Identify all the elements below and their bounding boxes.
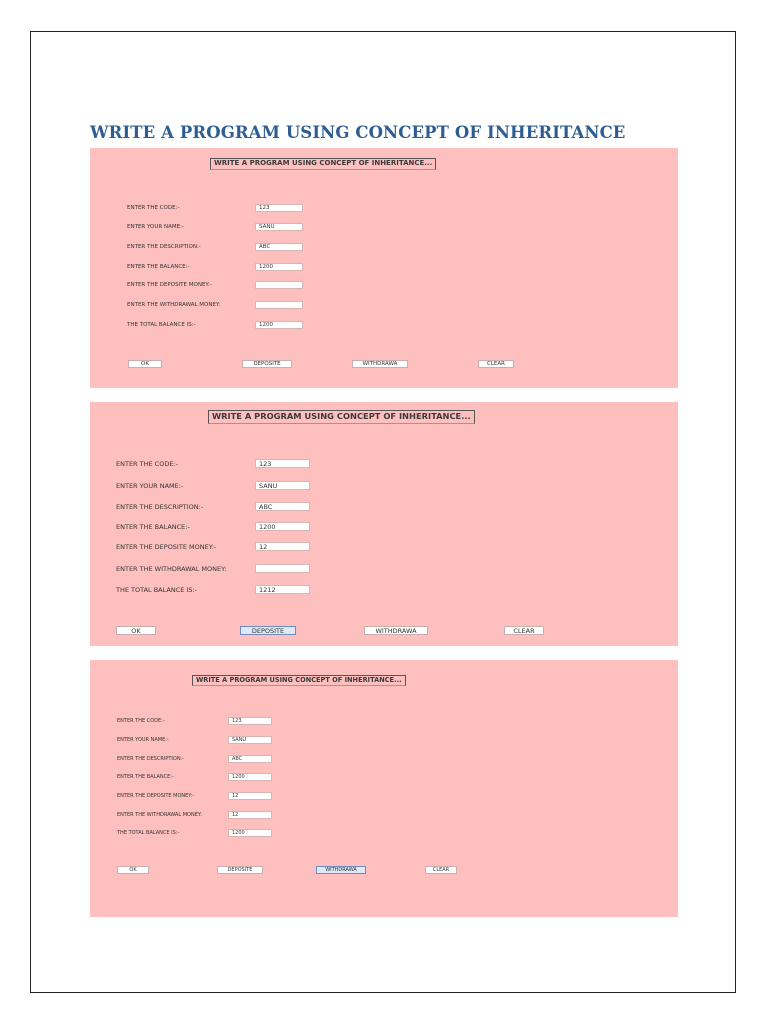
ok-button[interactable]: OK bbox=[116, 626, 156, 635]
balance-input[interactable]: 1200 bbox=[228, 773, 272, 781]
deposit-input[interactable]: 12 bbox=[255, 542, 310, 551]
balance-label: ENTER THE BALANCE:- bbox=[116, 523, 190, 531]
ok-button[interactable]: OK bbox=[117, 866, 149, 874]
withdraw-button[interactable]: WITHDRAWA bbox=[364, 626, 428, 635]
code-label: ENTER THE CODE:- bbox=[127, 205, 180, 211]
code-input[interactable]: 123 bbox=[255, 459, 310, 468]
code-label: ENTER THE CODE:- bbox=[117, 718, 165, 724]
form-window-3 bbox=[90, 660, 678, 917]
name-label: ENTER YOUR NAME:- bbox=[116, 482, 184, 490]
name-label: ENTER YOUR NAME:- bbox=[117, 737, 169, 743]
code-input[interactable]: 123 bbox=[255, 204, 303, 212]
deposit-label: ENTER THE DEPOSITE MONEY:- bbox=[116, 543, 217, 551]
clear-button[interactable]: CLEAR bbox=[478, 360, 514, 368]
deposit-label: ENTER THE DEPOSITE MONEY:- bbox=[117, 793, 195, 799]
total-output: 1200 bbox=[228, 829, 272, 837]
form-title: WRITE A PROGRAM USING CONCEPT OF INHERITANCE... bbox=[208, 410, 475, 424]
name-input[interactable]: SANU bbox=[255, 481, 310, 490]
deposit-input[interactable]: 12 bbox=[228, 792, 272, 800]
description-input[interactable]: ABC bbox=[255, 502, 310, 511]
deposit-button[interactable]: DEPOSITE bbox=[242, 360, 292, 368]
code-input[interactable]: 123 bbox=[228, 717, 272, 725]
description-input[interactable]: ABC bbox=[255, 243, 303, 251]
description-label: ENTER THE DESCRIPTION:- bbox=[127, 244, 201, 250]
withdrawal-input[interactable]: 12 bbox=[228, 811, 272, 819]
description-label: ENTER THE DESCRIPTION:- bbox=[116, 503, 204, 511]
document-heading: WRITE A PROGRAM USING CONCEPT OF INHERITANCE bbox=[90, 123, 626, 142]
form-title: WRITE A PROGRAM USING CONCEPT OF INHERITANCE... bbox=[192, 675, 406, 686]
total-output: 1200 bbox=[255, 321, 303, 329]
withdraw-button[interactable]: WITHDRAWA bbox=[352, 360, 408, 368]
total-output: 1212 bbox=[255, 585, 310, 594]
total-label: THE TOTAL BALANCE IS:- bbox=[117, 830, 180, 836]
code-label: ENTER THE CODE:- bbox=[116, 460, 178, 468]
withdrawal-label: ENTER THE WITHDRAWAL MONEY: bbox=[117, 812, 202, 818]
deposit-input[interactable] bbox=[255, 281, 303, 289]
withdrawal-input[interactable] bbox=[255, 564, 310, 573]
deposit-button[interactable]: DEPOSITE bbox=[217, 866, 263, 874]
clear-button[interactable]: CLEAR bbox=[504, 626, 544, 635]
name-input[interactable]: SANU bbox=[255, 223, 303, 231]
clear-button[interactable]: CLEAR bbox=[425, 866, 457, 874]
balance-input[interactable]: 1200 bbox=[255, 263, 303, 271]
description-input[interactable]: ABC bbox=[228, 755, 272, 763]
withdraw-button[interactable]: WITHDRAWA bbox=[316, 866, 366, 874]
withdrawal-label: ENTER THE WITHDRAWAL MONEY: bbox=[116, 565, 227, 573]
withdrawal-input[interactable] bbox=[255, 301, 303, 309]
withdrawal-label: ENTER THE WITHDRAWAL MONEY: bbox=[127, 302, 221, 308]
balance-label: ENTER THE BALANCE:- bbox=[127, 264, 190, 270]
balance-label: ENTER THE BALANCE:- bbox=[117, 774, 174, 780]
name-input[interactable]: SANU bbox=[228, 736, 272, 744]
balance-input[interactable]: 1200 bbox=[255, 522, 310, 531]
description-label: ENTER THE DESCRIPTION:- bbox=[117, 756, 185, 762]
form-window-2 bbox=[90, 402, 678, 646]
form-window-1 bbox=[90, 148, 678, 388]
total-label: THE TOTAL BALANCE IS:- bbox=[127, 322, 196, 328]
total-label: THE TOTAL BALANCE IS:- bbox=[116, 586, 197, 594]
form-title: WRITE A PROGRAM USING CONCEPT OF INHERITANCE... bbox=[210, 158, 436, 170]
ok-button[interactable]: OK bbox=[128, 360, 162, 368]
deposit-label: ENTER THE DEPOSITE MONEY:- bbox=[127, 282, 212, 288]
deposit-button[interactable]: DEPOSITE bbox=[240, 626, 296, 635]
name-label: ENTER YOUR NAME:- bbox=[127, 224, 184, 230]
